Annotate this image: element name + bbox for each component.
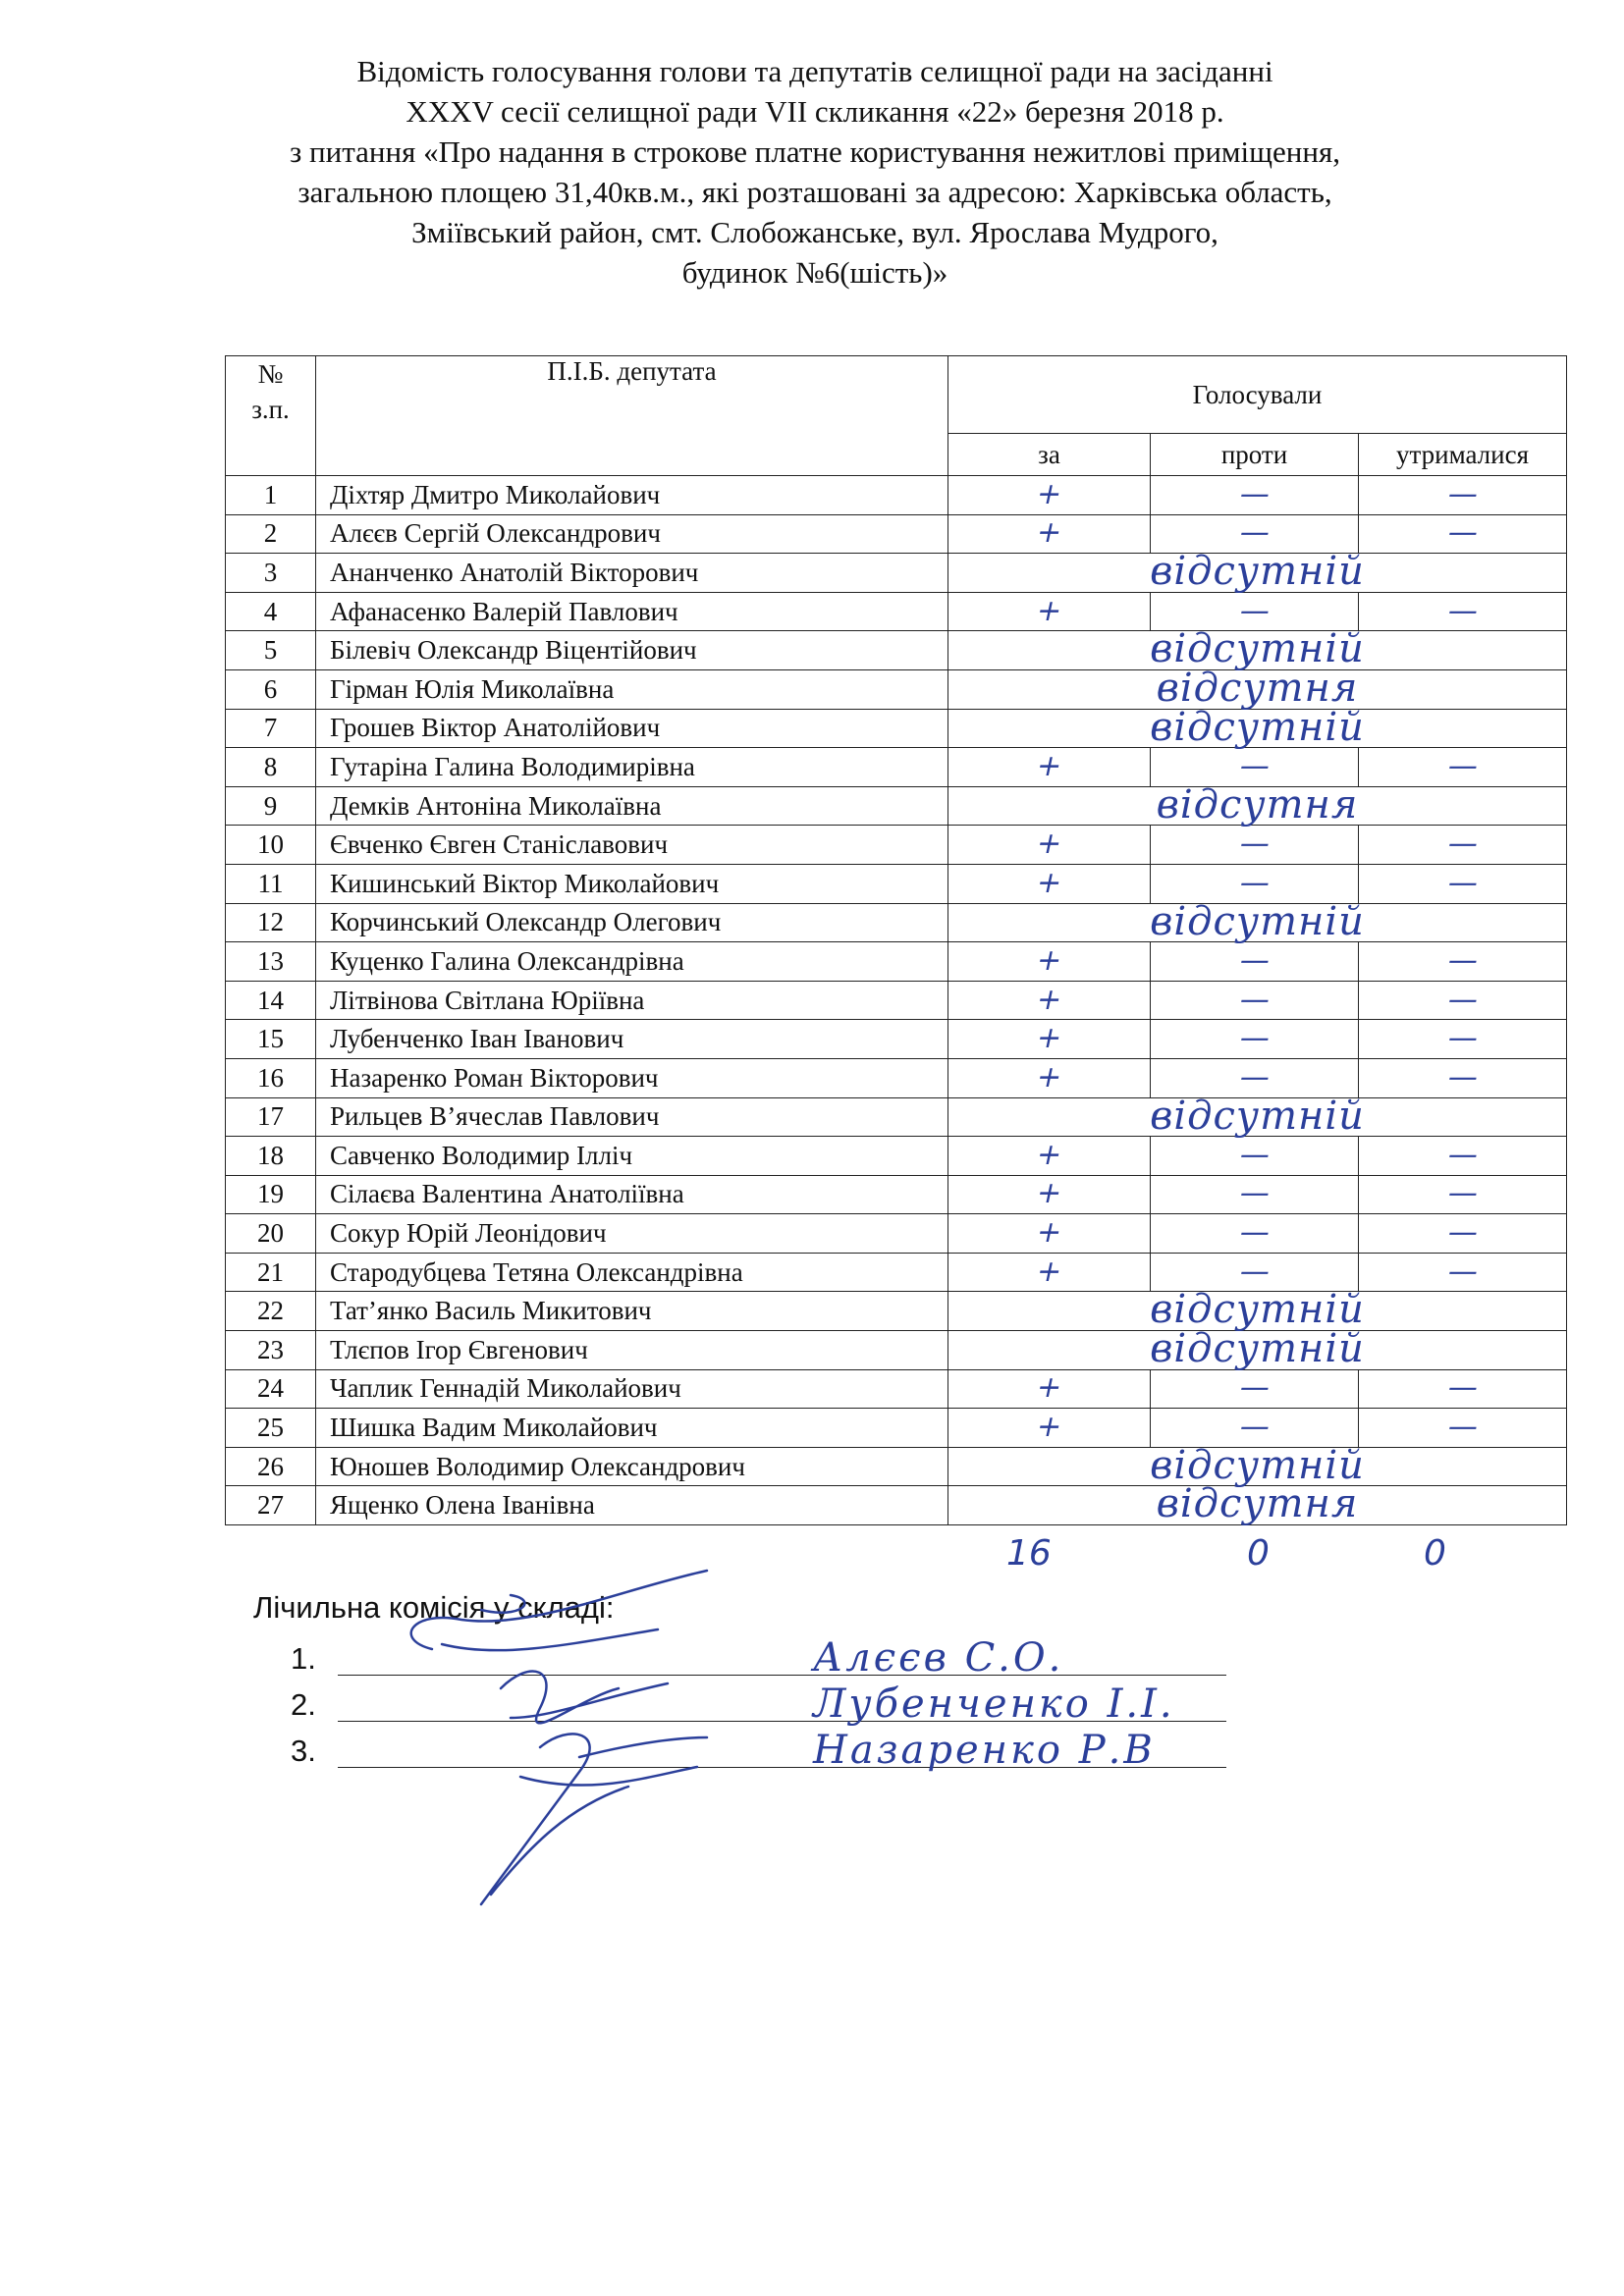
table-row <box>226 554 1567 593</box>
dash-mark: — <box>1443 1059 1482 1095</box>
dash-mark: — <box>1443 515 1482 551</box>
plus-mark: + <box>1033 865 1065 900</box>
absent-cell <box>948 1442 1567 1488</box>
absent-mark: відсутня <box>1156 665 1359 711</box>
deputy-name: Кишинський Віктор Миколайович <box>316 864 948 903</box>
absent-cell <box>948 665 1567 711</box>
table-row <box>226 981 1567 1020</box>
row-number: 2 <box>226 514 316 554</box>
vote-abstain-cell <box>1359 1137 1567 1176</box>
vote-against-cell <box>1151 1137 1359 1176</box>
dash-mark: — <box>1235 748 1273 783</box>
col-number-label-2: з.п. <box>251 395 290 424</box>
vote-against-cell <box>1151 1175 1359 1214</box>
deputy-name: Алєєв Сергій Олександрович <box>316 514 948 554</box>
absent-cell <box>948 1287 1567 1333</box>
vote-for-cell <box>948 942 1151 982</box>
deputy-name: Чаплик Геннадій Миколайович <box>316 1369 948 1409</box>
table-body <box>226 476 1567 1525</box>
dash-mark: — <box>1235 1137 1273 1172</box>
vote-for-cell <box>948 1137 1151 1176</box>
deputy-name: Ананченко Анатолій Вікторович <box>316 554 948 593</box>
deputy-name: Тат’янко Василь Микитович <box>316 1292 948 1331</box>
document-header <box>236 51 1394 293</box>
row-number: 18 <box>226 1137 316 1176</box>
table-row <box>226 1175 1567 1214</box>
signature-stroke <box>501 1672 668 1724</box>
member-number: 1. <box>291 1641 316 1676</box>
deputy-name: Рильцев В’ячеслав Павлович <box>316 1097 948 1137</box>
absent-cell <box>948 549 1567 595</box>
plus-mark: + <box>1033 1021 1065 1056</box>
plus-mark: + <box>1033 748 1065 783</box>
dash-mark: — <box>1235 827 1273 862</box>
member-name: Алєєв С.О. <box>813 1635 1064 1681</box>
deputy-name: Назаренко Роман Вікторович <box>316 1058 948 1097</box>
table-row <box>226 1058 1567 1097</box>
vote-against-cell <box>1151 1369 1359 1409</box>
vote-for-cell <box>948 748 1151 787</box>
deputy-name: Гірман Юлія Миколаївна <box>316 669 948 709</box>
col-number-header <box>226 356 316 476</box>
row-number: 20 <box>226 1214 316 1254</box>
signature-stroke <box>411 1571 707 1650</box>
dash-mark: — <box>1443 748 1482 783</box>
deputy-name: Афанасенко Валерій Павлович <box>316 592 948 631</box>
deputy-name: Діхтяр Дмитро Миколайович <box>316 476 948 515</box>
vote-against-cell <box>1151 981 1359 1020</box>
commission-member-2 <box>291 1682 1175 1727</box>
dash-mark: — <box>1443 1137 1482 1172</box>
vote-against-cell <box>1151 592 1359 631</box>
row-number: 25 <box>226 1409 316 1448</box>
col-for-header: за <box>948 434 1151 476</box>
table-row <box>226 592 1567 631</box>
row-number: 3 <box>226 554 316 593</box>
deputy-name: Демків Антоніна Миколаївна <box>316 786 948 826</box>
absent-cell <box>948 1326 1567 1372</box>
vote-against-cell <box>1151 864 1359 903</box>
absent-cell <box>948 781 1567 828</box>
dash-mark: — <box>1235 1059 1273 1095</box>
row-number: 23 <box>226 1331 316 1370</box>
deputy-name: Ященко Олена Іванівна <box>316 1486 948 1525</box>
vote-against-cell <box>1151 748 1359 787</box>
vote-against-cell <box>1151 1253 1359 1292</box>
dash-mark: — <box>1443 827 1482 862</box>
vote-for-cell <box>948 514 1151 554</box>
dash-mark: — <box>1443 982 1482 1017</box>
table-row <box>226 669 1567 709</box>
deputy-name: Корчинський Олександр Олегович <box>316 903 948 942</box>
table-row <box>226 1020 1567 1059</box>
vote-for-cell <box>948 1369 1151 1409</box>
absent-mark: відсутній <box>1150 626 1365 672</box>
deputy-name: Євченко Євген Станіславович <box>316 826 948 865</box>
col-abstain-header: утрималися <box>1359 434 1567 476</box>
plus-mark: + <box>1033 942 1065 978</box>
dash-mark: — <box>1235 1254 1273 1289</box>
absent-mark: відсутній <box>1150 704 1365 750</box>
plus-mark: + <box>1033 827 1065 862</box>
table-row <box>226 826 1567 865</box>
vote-abstain-cell <box>1359 592 1567 631</box>
table-row <box>226 864 1567 903</box>
dash-mark: — <box>1443 1370 1482 1406</box>
vote-for-cell <box>948 826 1151 865</box>
table-row <box>226 1447 1567 1486</box>
total-abstain: 0 <box>1424 1533 1446 1574</box>
deputy-name: Куценко Галина Олександрівна <box>316 942 948 982</box>
plus-mark: + <box>1033 982 1065 1017</box>
table-row <box>226 631 1567 670</box>
signature-stroke <box>481 1734 707 1904</box>
deputy-name: Савченко Володимир Ілліч <box>316 1137 948 1176</box>
dash-mark: — <box>1443 1176 1482 1211</box>
deputy-name: Гутаріна Галина Володимирівна <box>316 748 948 787</box>
vote-against-cell <box>1151 1409 1359 1448</box>
plus-mark: + <box>1033 593 1065 628</box>
col-number-label: № <box>257 359 284 389</box>
dash-mark: — <box>1443 1254 1482 1289</box>
plus-mark: + <box>1033 1059 1065 1095</box>
row-number: 6 <box>226 669 316 709</box>
dash-mark: — <box>1235 1410 1273 1445</box>
row-number: 19 <box>226 1175 316 1214</box>
deputy-name: Грошев Віктор Анатолійович <box>316 709 948 748</box>
col-voted-header: Голосували <box>948 356 1567 434</box>
vote-for-cell <box>948 1253 1151 1292</box>
member-name: Лубенченко І.І. <box>813 1682 1175 1727</box>
deputy-name: Сокур Юрій Леонідович <box>316 1214 948 1254</box>
vote-abstain-cell <box>1359 1058 1567 1097</box>
vote-abstain-cell <box>1359 1214 1567 1254</box>
vote-abstain-cell <box>1359 1175 1567 1214</box>
plus-mark: + <box>1033 476 1065 511</box>
header-line-6: будинок №6(шість)» <box>681 255 948 290</box>
header-line-4: загальною площею 31,40кв.м., які розташовані за адресою: Харківська область, <box>298 175 1332 209</box>
vote-against-cell <box>1151 826 1359 865</box>
dash-mark: — <box>1235 942 1273 978</box>
plus-mark: + <box>1033 1137 1065 1172</box>
vote-for-cell <box>948 1409 1151 1448</box>
absent-mark: відсутній <box>1150 1093 1365 1139</box>
vote-for-cell <box>948 1020 1151 1059</box>
absent-cell <box>948 626 1567 672</box>
row-number: 11 <box>226 864 316 903</box>
row-number: 24 <box>226 1369 316 1409</box>
table-row <box>226 942 1567 982</box>
table-row <box>226 1097 1567 1137</box>
row-number: 26 <box>226 1447 316 1486</box>
table-row <box>226 1214 1567 1254</box>
row-number: 14 <box>226 981 316 1020</box>
vote-abstain-cell <box>1359 942 1567 982</box>
plus-mark: + <box>1033 1215 1065 1251</box>
absent-cell <box>948 704 1567 750</box>
table-row <box>226 514 1567 554</box>
member-number: 2. <box>291 1687 316 1722</box>
vote-against-cell <box>1151 1214 1359 1254</box>
header-line-3: з питання «Про надання в строкове платне користування нежитлові приміщення, <box>290 134 1340 169</box>
table-row <box>226 786 1567 826</box>
table-row <box>226 476 1567 515</box>
table-row <box>226 1331 1567 1370</box>
plus-mark: + <box>1033 1370 1065 1406</box>
dash-mark: — <box>1235 515 1273 551</box>
absent-mark: відсутній <box>1150 1442 1365 1488</box>
deputy-name: Тлєпов Ігор Євгенович <box>316 1331 948 1370</box>
absent-mark: відсутній <box>1150 898 1365 944</box>
row-number: 7 <box>226 709 316 748</box>
deputy-name: Шишка Вадим Миколайович <box>316 1409 948 1448</box>
absent-cell <box>948 1481 1567 1527</box>
vote-for-cell <box>948 981 1151 1020</box>
commission-member-3 <box>291 1728 1156 1773</box>
vote-abstain-cell <box>1359 826 1567 865</box>
vote-abstain-cell <box>1359 748 1567 787</box>
table-row <box>226 748 1567 787</box>
vote-abstain-cell <box>1359 476 1567 515</box>
row-number: 16 <box>226 1058 316 1097</box>
vote-abstain-cell <box>1359 981 1567 1020</box>
vote-for-cell <box>948 476 1151 515</box>
table-row <box>226 1137 1567 1176</box>
dash-mark: — <box>1235 1215 1273 1251</box>
table-row <box>226 709 1567 748</box>
commission-member-1 <box>291 1635 1064 1681</box>
vote-against-cell <box>1151 476 1359 515</box>
dash-mark: — <box>1443 1021 1482 1056</box>
row-number: 17 <box>226 1097 316 1137</box>
member-number: 3. <box>291 1734 316 1768</box>
deputy-name: Сілаєва Валентина Анатоліївна <box>316 1175 948 1214</box>
vote-against-cell <box>1151 942 1359 982</box>
deputy-name: Стародубцева Тетяна Олександрівна <box>316 1253 948 1292</box>
dash-mark: — <box>1443 476 1482 511</box>
absent-cell <box>948 898 1567 944</box>
total-for: 16 <box>1006 1533 1052 1574</box>
handwritten-signatures <box>373 1551 785 1924</box>
dash-mark: — <box>1443 1410 1482 1445</box>
col-against-header: проти <box>1151 434 1359 476</box>
deputy-name: Літвінова Світлана Юріївна <box>316 981 948 1020</box>
col-name-header: П.І.Б. депутата <box>316 356 948 476</box>
dash-mark: — <box>1235 865 1273 900</box>
row-number: 4 <box>226 592 316 631</box>
header-line-1: Відомість голосування голови та депутатів селищної ради на засіданні <box>356 54 1273 88</box>
row-number: 15 <box>226 1020 316 1059</box>
row-number: 21 <box>226 1253 316 1292</box>
vote-against-cell <box>1151 514 1359 554</box>
dash-mark: — <box>1235 1176 1273 1211</box>
voting-table <box>225 355 1567 1525</box>
vote-abstain-cell <box>1359 864 1567 903</box>
vote-against-cell <box>1151 1020 1359 1059</box>
absent-mark: відсутня <box>1156 1481 1359 1527</box>
table-row <box>226 1369 1567 1409</box>
row-number: 8 <box>226 748 316 787</box>
vote-for-cell <box>948 1175 1151 1214</box>
table-row <box>226 903 1567 942</box>
plus-mark: + <box>1033 1254 1065 1289</box>
header-line-5: Зміївський район, смт. Слобожанське, вул. Ярослава Мудрого, <box>411 215 1218 249</box>
plus-mark: + <box>1033 1410 1065 1445</box>
row-number: 1 <box>226 476 316 515</box>
row-number: 9 <box>226 786 316 826</box>
vote-for-cell <box>948 1058 1151 1097</box>
vote-abstain-cell <box>1359 1020 1567 1059</box>
vote-abstain-cell <box>1359 514 1567 554</box>
absent-cell <box>948 1093 1567 1139</box>
vote-abstain-cell <box>1359 1369 1567 1409</box>
deputy-name: Юношев Володимир Олександрович <box>316 1447 948 1486</box>
dash-mark: — <box>1235 982 1273 1017</box>
row-number: 22 <box>226 1292 316 1331</box>
commission-title: Лічильна комісія у складі: <box>253 1590 615 1625</box>
absent-mark: відсутній <box>1150 1287 1365 1333</box>
absent-mark: відсутня <box>1156 781 1359 828</box>
row-number: 12 <box>226 903 316 942</box>
plus-mark: + <box>1033 1176 1065 1211</box>
dash-mark: — <box>1235 1021 1273 1056</box>
dash-mark: — <box>1443 593 1482 628</box>
absent-mark: відсутній <box>1150 1326 1365 1372</box>
vote-for-cell <box>948 864 1151 903</box>
absent-mark: відсутній <box>1150 549 1365 595</box>
deputy-name: Білевіч Олександр Віцентійович <box>316 631 948 670</box>
dash-mark: — <box>1235 593 1273 628</box>
dash-mark: — <box>1443 942 1482 978</box>
deputy-name: Лубенченко Іван Іванович <box>316 1020 948 1059</box>
dash-mark: — <box>1443 865 1482 900</box>
row-number: 5 <box>226 631 316 670</box>
table-row <box>226 1409 1567 1448</box>
header-line-2: XXXV сесії селищної ради VII скликання «22» березня 2018 р. <box>406 94 1224 129</box>
plus-mark: + <box>1033 515 1065 551</box>
table-row <box>226 1486 1567 1525</box>
member-name: Назаренко Р.В <box>813 1728 1156 1773</box>
vote-against-cell <box>1151 1058 1359 1097</box>
table-row <box>226 1292 1567 1331</box>
vote-abstain-cell <box>1359 1409 1567 1448</box>
dash-mark: — <box>1235 1370 1273 1406</box>
row-number: 13 <box>226 942 316 982</box>
total-against: 0 <box>1247 1533 1270 1574</box>
row-number: 10 <box>226 826 316 865</box>
vote-for-cell <box>948 592 1151 631</box>
dash-mark: — <box>1443 1215 1482 1251</box>
dash-mark: — <box>1235 476 1273 511</box>
vote-for-cell <box>948 1214 1151 1254</box>
row-number: 27 <box>226 1486 316 1525</box>
table-row <box>226 1253 1567 1292</box>
vote-abstain-cell <box>1359 1253 1567 1292</box>
